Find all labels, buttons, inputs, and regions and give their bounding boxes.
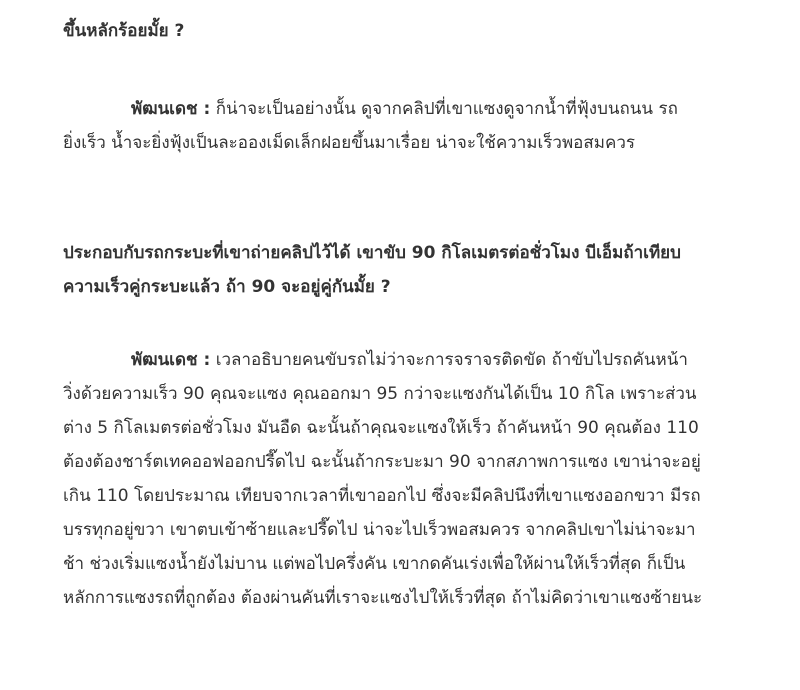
- interview-answer: [63, 343, 703, 615]
- speaker-name: พัฒนเดช :: [131, 99, 211, 119]
- answer-text: ก็น่าจะเป็นอย่างนั้น ดูจากคลิปที่เขาแซงดูจากน้ำที่ฟุ้งบนถนน รถยิ่งเร็ว น้ำจะยิ่งฟุ้งเป็นละอองเม็ดเล็กฝอยขึ้นมาเรื่อย น่าจะใช้ความเร็วพอสมควร: [63, 99, 678, 153]
- interview-question: ขึ้นหลักร้อยมั้ย ?: [63, 21, 185, 41]
- speaker-name: พัฒนเดช :: [131, 350, 211, 370]
- interview-answer: [63, 92, 693, 160]
- interview-question: ประกอบกับรถกระบะที่เขาถ่ายคลิปไว้ได้ เขาขับ 90 กิโลเมตรต่อชั่วโมง บีเอ็มถ้าเทียบความเร็วคู่กระบะแล้ว ถ้า 90 จะอยู่คู่กันมั้ย ?: [63, 243, 681, 297]
- answer-text: เวลาอธิบายคนขับรถไม่ว่าจะการจราจรติดขัด ถ้าขับไปรถคันหน้าวิ่งด้วยความเร็ว 90 คุณจะแซง คุณออกมา 95 กว่าจะแซงกันได้เป็น 10 กิโล เพราะส่วนต่าง 5 กิโลเมตรต่อชั่วโมง มันอืด ฉะนั้นถ้าคุณจะแซงให้เร็ว ถ้าคันหน้า 90 คุณต้อง 110 ต้องต้องชาร์ตเทคออฟออกปรี๊ดไป ฉะนั้นถ้ากระบะมา 90 จากสภาพการแซง เขาน่าจะอยู่เกิน 110 โดยประมาณ เทียบจากเวลาที่เขาออกไป ซึ่งจะมีคลิปนึงที่เขาแซงออกขวา มีรถบรรทุกอยู่ขวา เขาตบเข้าซ้ายและปรี๊ดไป น่าจะไปเร็วพอสมควร จากคลิปเขาไม่น่าจะมาช้า ช่วงเริ่มแซงน้ำยังไม่บาน แต่พอไปครึ่งคัน เขากดคันเร่งเพื่อให้ผ่านให้เร็วที่สุด ก็เป็นหลักการแซงรถที่ถูกต้อง ต้องผ่านคันที่เราจะแซงไปให้เร็วที่สุด ถ้าไม่คิดว่าเขาแซงซ้ายนะ: [63, 350, 703, 608]
